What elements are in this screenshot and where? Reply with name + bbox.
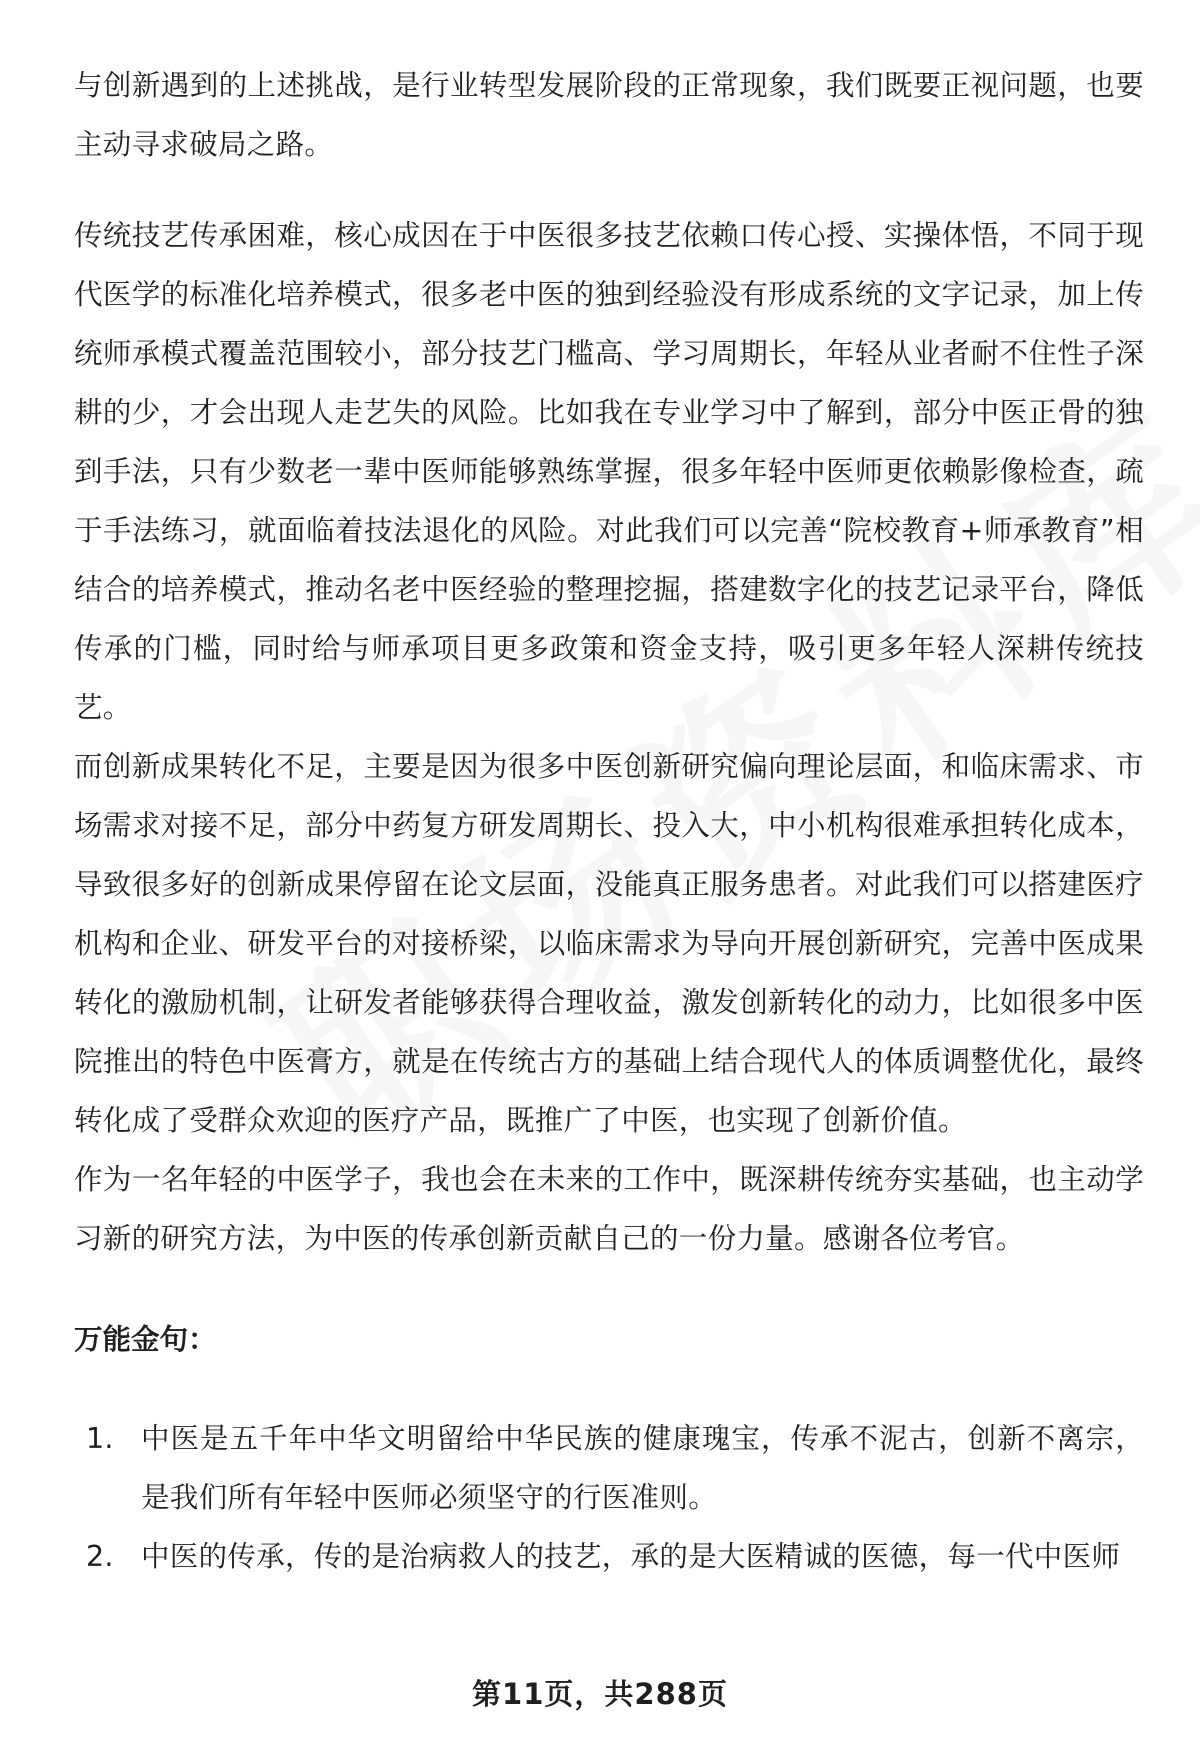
paragraph-innovation: 而创新成果转化不足，主要是因为很多中医创新研究偏向理论层面，和临床需求、市场需求对接不足，部分中药复方研发周期长、投入大，中小机构很难承担转化成本，导致很多好的创新成果停留在论文层面，没能真正服务患者。对此我们可以搭建医疗机构和企业、研发平台的对接桥梁，以临床需求为导向开展创新研究，完善中医成果转化的激励机制，让研发者能够获得合理收益，激发创新转化的动力，比如很多中医院推出的特色中医膏方，就是在传统古方的基础上结合现代人的体质调整优化，最终转化成了受群众欢迎的医疗产品，既推广了中医，也实现了创新价值。 <box>74 750 1144 1137</box>
list-item <box>74 1409 1144 1527</box>
list-item-number: 2. <box>86 1540 114 1573</box>
section-heading: 万能金句： <box>74 1323 217 1356</box>
paragraph-closing: 作为一名年轻的中医学子，我也会在未来的工作中，既深耕传统夯实基础，也主动学习新的研究方法，为中医的传承创新贡献自己的一份力量。感谢各位考官。 <box>74 1163 1144 1255</box>
page-footer: 第11页，共288页 <box>472 1677 728 1711</box>
list-item-text: 中医的传承，传的是治病救人的技艺，承的是大医精诚的医德，每一代中医师 <box>141 1540 1121 1573</box>
document-body <box>74 56 1144 1586</box>
paragraph-intro: 与创新遇到的上述挑战，是行业转型发展阶段的正常现象，我们既要正视问题，也要主动寻求破局之路。 <box>74 69 1144 161</box>
list-item-text: 中医是五千年中华文明留给中华民族的健康瑰宝，传承不泥古，创新不离宗，是我们所有年轻中医师必须坚守的行医准则。 <box>141 1422 1144 1514</box>
quote-list <box>74 1409 1144 1586</box>
list-item <box>74 1527 1144 1586</box>
list-item-number: 1. <box>86 1422 114 1455</box>
paragraph-tradition: 传统技艺传承困难，核心成因在于中医很多技艺依赖口传心授、实操体悟，不同于现代医学的标准化培养模式，很多老中医的独到经验没有形成系统的文字记录，加上传统师承模式覆盖范围较小，部分技艺门槛高、学习周期长，年轻从业者耐不住性子深耕的少，才会出现人走艺失的风险。比如我在专业学习中了解到，部分中医正骨的独到手法，只有少数老一辈中医师能够熟练掌握，很多年轻中医师更依赖影像检查，疏于手法练习，就面临着技法退化的风险。对此我们可以完善“院校教育+师承教育”相结合的培养模式，推动名老中医经验的整理挖掘，搭建数字化的技艺记录平台，降低传承的门槛，同时给与师承项目更多政策和资金支持，吸引更多年轻人深耕传统技艺。 <box>74 219 1144 724</box>
